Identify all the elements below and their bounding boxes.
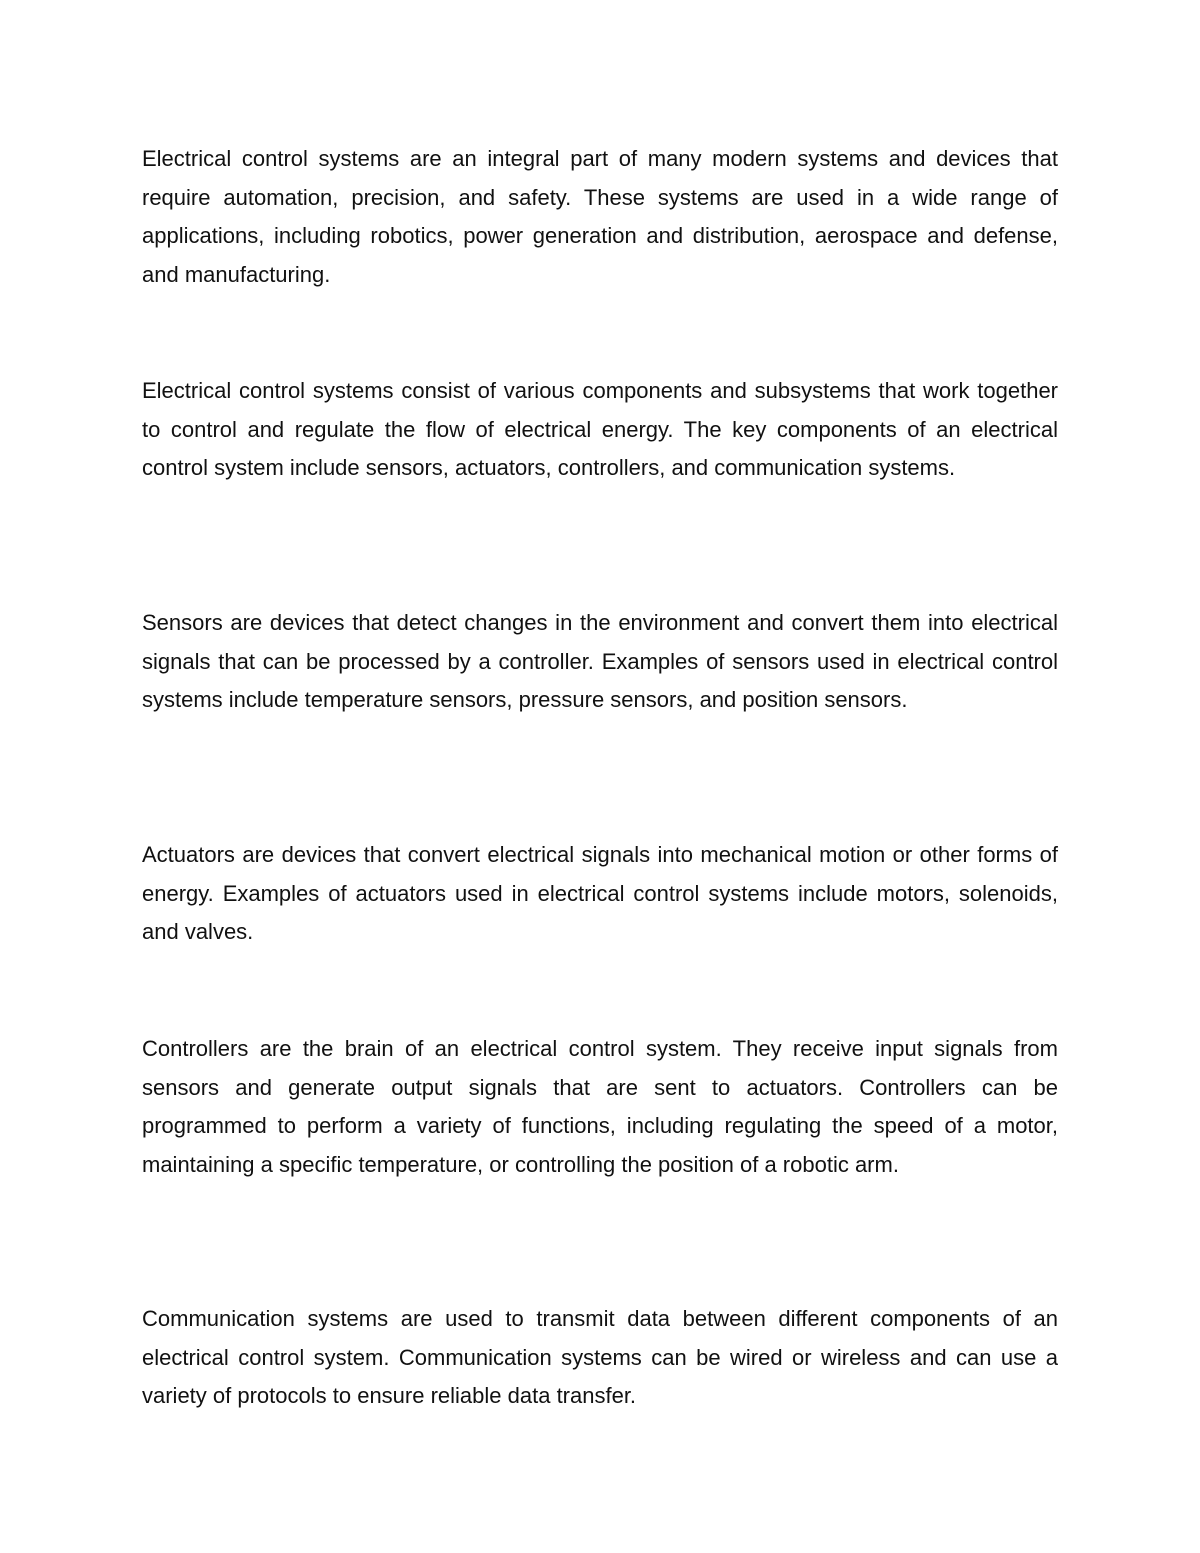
paragraph-sensors: Sensors are devices that detect changes in the environment and convert them into electrical signals that can be processed by a controller. Examples of sensors used in electrical control systems include temperature sensors, pressure sensors, and position sensors. <box>142 610 1058 713</box>
paragraph-controllers: Controllers are the brain of an electrical control system. They receive input signals from sensors and generate output signals that are sent to actuators. Controllers can be programmed to perform a variety of functions, including regulating the speed of a motor, maintaining a specific temperature, or controlling the position of a robotic arm. <box>142 1036 1058 1178</box>
paragraph-intro: Electrical control systems are an integral part of many modern systems and devices that require automation, precision, and safety. These systems are used in a wide range of applications, including robotics, power generation and distribution, aerospace and defense, and manufacturing. <box>142 146 1058 288</box>
paragraph-actuators: Actuators are devices that convert electrical signals into mechanical motion or other forms of energy. Examples of actuators used in electrical control systems include motors, solenoids, and valves. <box>142 842 1058 945</box>
paragraph-communication: Communication systems are used to transmit data between different components of an electrical control system. Communication systems can be wired or wireless and can use a variety of protocols to ensure reliable data transfer. <box>142 1306 1058 1409</box>
paragraph-components: Electrical control systems consist of various components and subsystems that work together to control and regulate the flow of electrical energy. The key components of an electrical control system include sensors, actuators, controllers, and communication systems. <box>142 378 1058 481</box>
